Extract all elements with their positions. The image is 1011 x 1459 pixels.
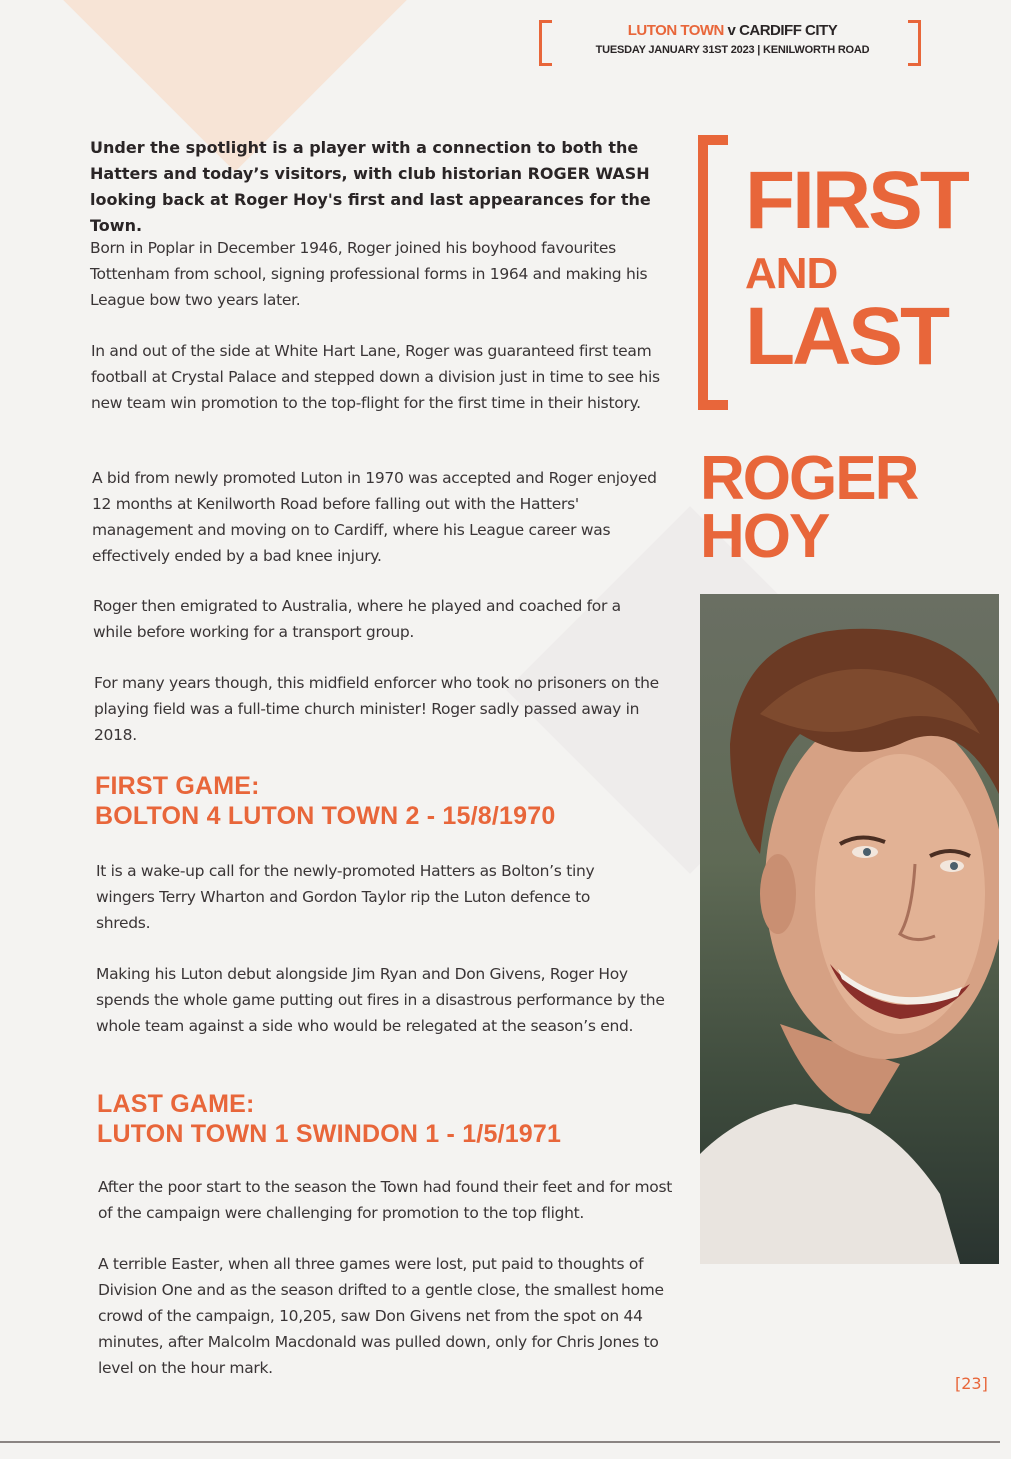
player-photo [700, 594, 999, 1264]
bottom-divider [0, 1441, 1000, 1443]
last-game-result: LUTON TOWN 1 SWINDON 1 - 1/5/1971 [97, 1120, 562, 1148]
fixture-date-venue: TUESDAY JANUARY 31ST 2023 | KENILWORTH ROAD [595, 44, 870, 56]
away-team: CARDIFF CITY [739, 22, 838, 39]
last-game-paragraph-2: A terrible Easter, when all three games were lost, put paid to thoughts of Division One and as the season drifted to a gentle close, the smallest home crowd of the campaign, 10,205, saw Don Givens net from the spot on 44 minutes, after Malcolm Macdonald was pulled down, only for Chris Jones to level on the hour mark. [98, 1255, 664, 1377]
first-game-heading [95, 771, 685, 831]
first-game-paragraph-2: Making his Luton debut alongside Jim Ryan and Don Givens, Roger Hoy spends the whole game putting out fires in a disastrous performance by the whole team against a side who would be relegated at the season’s end. [96, 965, 665, 1035]
paragraph-2: In and out of the side at White Hart Lane, Roger was guaranteed first team football at Crystal Palace and stepped down a division just in time to see his new team win promotion to the top-flight for the first time in their history. [91, 342, 660, 412]
fixture-title [560, 22, 905, 39]
player-last-name: HOY [700, 502, 829, 571]
versus: v [723, 22, 740, 39]
title-first: FIRST [745, 155, 967, 246]
page-number: [23] [955, 1374, 988, 1393]
paragraph-3: A bid from newly promoted Luton in 1970 was accepted and Roger enjoyed 12 months at Kenilworth Road before falling out with the Hatters' management and moving on to Cardiff, where his League career was effectively ended by a bad knee injury. [92, 469, 657, 565]
paragraph-1: Born in Poplar in December 1946, Roger joined his boyhood favourites Tottenham from school, signing professional forms in 1964 and making his League bow two years later. [90, 239, 648, 309]
paragraph-4: Roger then emigrated to Australia, where he played and coached for a while before working for a transport group. [93, 597, 621, 641]
header-left-bracket [539, 20, 552, 66]
title-bracket [698, 135, 728, 410]
first-game-result: BOLTON 4 LUTON TOWN 2 - 15/8/1970 [95, 802, 556, 830]
header-right-bracket [908, 20, 921, 66]
player-name [700, 444, 918, 571]
last-game-heading [97, 1089, 687, 1149]
paragraph-5: For many years though, this midfield enforcer who took no prisoners on the playing field was a full-time church minister! Roger sadly passed away in 2018. [94, 674, 659, 744]
title-last: LAST [745, 291, 948, 382]
player-portrait-illustration [700, 594, 999, 1264]
last-game-label: LAST GAME: [97, 1090, 255, 1118]
first-game-label: FIRST GAME: [95, 772, 260, 800]
first-game-paragraph-1: It is a wake-up call for the newly-promoted Hatters as Bolton’s tiny wingers Terry Wharton and Gordon Taylor rip the Luton defence to shreds. [96, 862, 595, 932]
title-and: AND [745, 249, 838, 298]
intro-text: Under the spotlight is a player with a connection to both the Hatters and today’s visitors, with club historian ROGER WASH looking back at Roger Hoy's first and last appearances for the Town. [90, 138, 651, 235]
last-game-paragraph-1: After the poor start to the season the Town had found their feet and for most of the campaign were challenging for promotion to the top flight. [98, 1178, 673, 1222]
home-team: LUTON TOWN [627, 22, 724, 39]
player-first-name: ROGER [700, 444, 918, 513]
